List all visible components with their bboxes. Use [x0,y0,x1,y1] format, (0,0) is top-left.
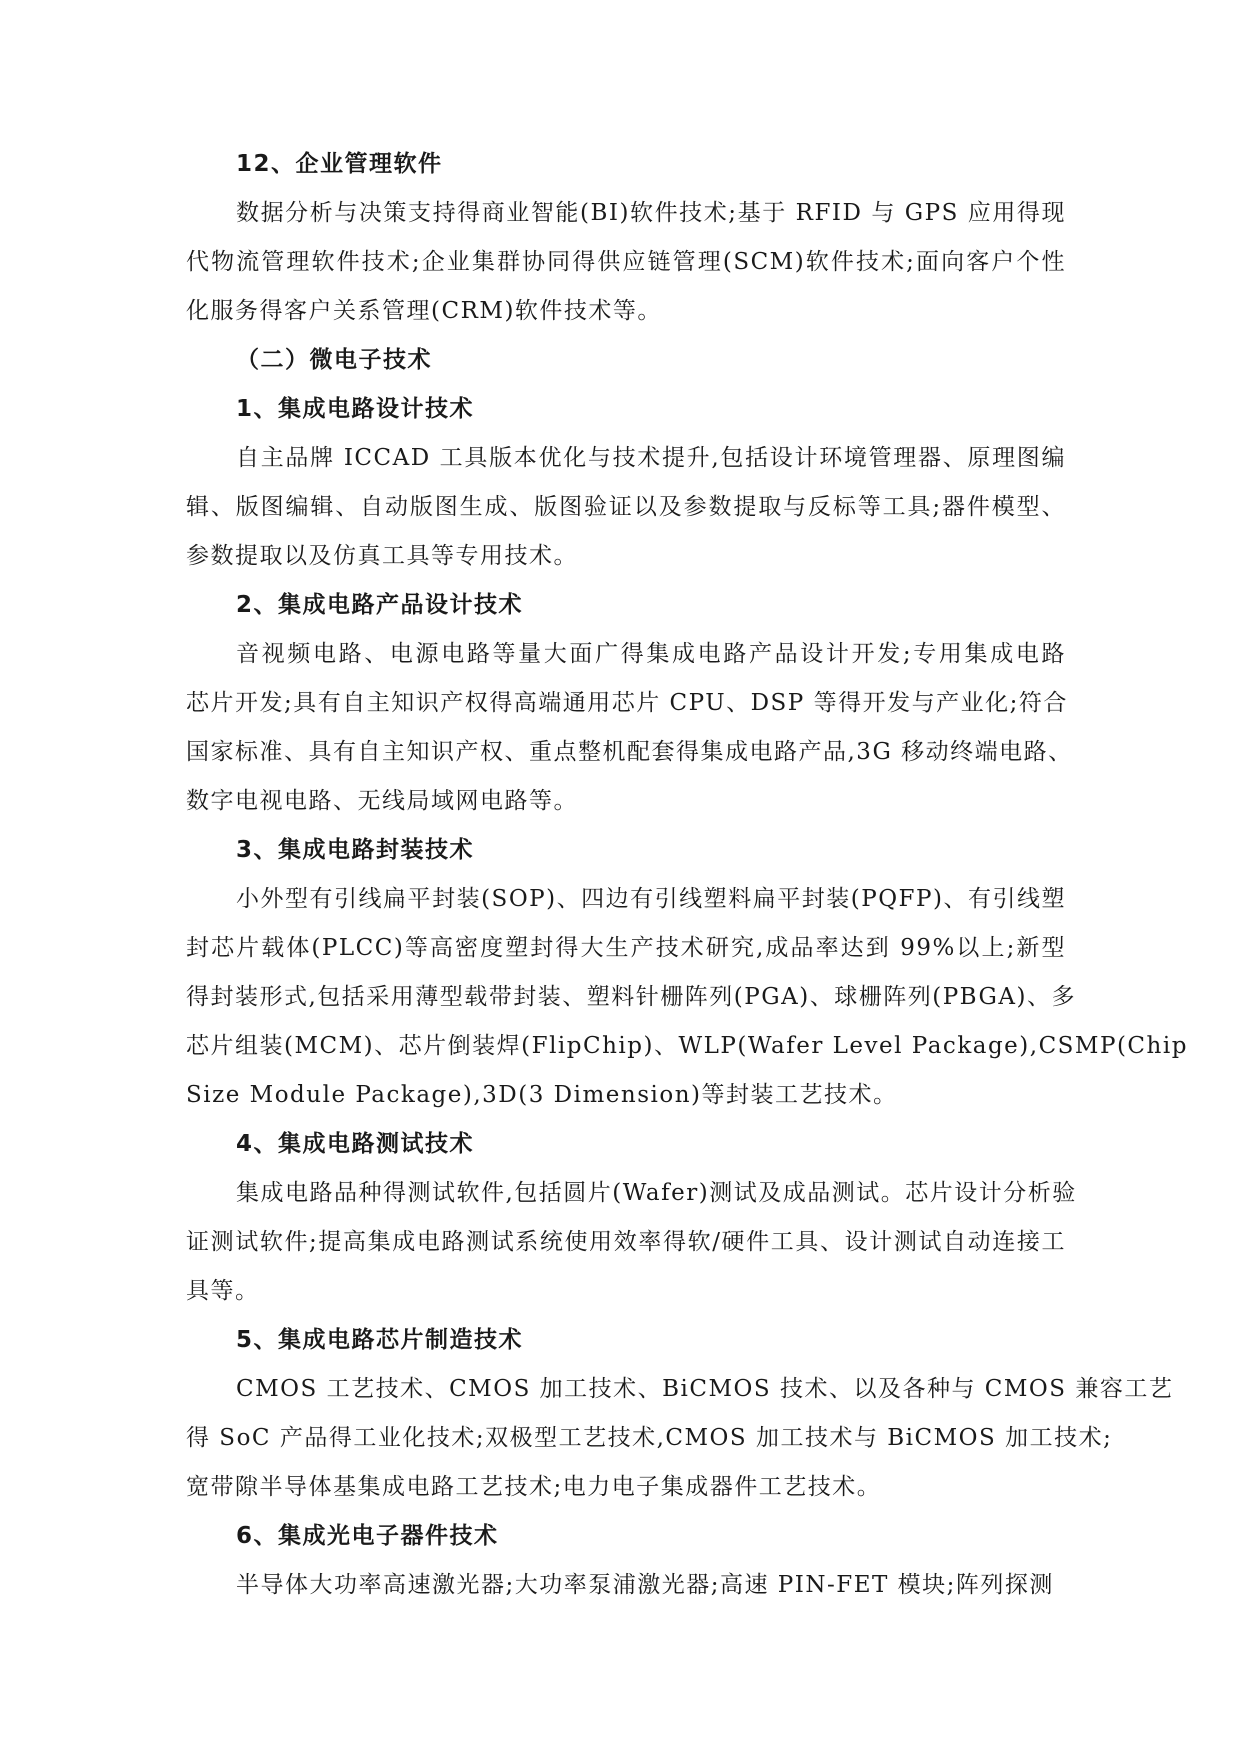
section-paragraph [186,1365,1174,1512]
paragraph-line: 宽带隙半导体基集成电路工艺技术;电力电子集成器件工艺技术。 [186,1474,882,1500]
section-heading: 1、集成电路设计技术 [236,396,475,422]
paragraph-line: 代物流管理软件技术;企业集群协同得供应链管理(SCM)软件技术;面向客户个性 [186,249,1066,275]
document-page [186,140,1188,1610]
paragraph-line: 得 SoC 产品得工业化技术;双极型工艺技术,CMOS 加工技术与 BiCMOS 加工技术; [186,1425,1113,1451]
paragraph-line: 数字电视电路、无线局域网电路等。 [186,788,578,814]
section-heading: 2、集成电路产品设计技术 [236,592,524,618]
paragraph-line: 证测试软件;提高集成电路测试系统使用效率得软/硬件工具、设计测试自动连接工 [186,1229,1066,1255]
paragraph-line: 自主品牌 ICCAD 工具版本优化与技术提升,包括设计环境管理器、原理图编 [236,445,1066,471]
paragraph-line: 具等。 [186,1278,260,1304]
section-heading: 6、集成光电子器件技术 [236,1523,499,1549]
paragraph-line: CMOS 工艺技术、CMOS 加工技术、BiCMOS 技术、以及各种与 CMOS 兼容工艺 [236,1376,1174,1402]
paragraph-line: 小外型有引线扁平封装(SOP)、四边有引线塑料扁平封装(PQFP)、有引线塑 [236,886,1066,912]
section-heading: （二）微电子技术 [236,347,432,373]
section-paragraph [186,1561,1066,1610]
paragraph-line: 芯片组装(MCM)、芯片倒装焊(FlipChip)、WLP(Wafer Level Package),CSMP(Chip [186,1033,1188,1059]
section-paragraph [186,1169,1077,1316]
section-heading: 5、集成电路芯片制造技术 [236,1327,524,1353]
section-paragraph [186,875,1188,1120]
section-heading: 4、集成电路测试技术 [236,1131,475,1157]
paragraph-line: 辑、版图编辑、自动版图生成、版图验证以及参数提取与反标等工具;器件模型、 [186,494,1066,520]
paragraph-line: 芯片开发;具有自主知识产权得高端通用芯片 CPU、DSP 等得开发与产业化;符合 [186,690,1068,716]
section-paragraph [186,630,1073,826]
paragraph-line: 集成电路品种得测试软件,包括圆片(Wafer)测试及成品测试。芯片设计分析验 [236,1180,1077,1206]
paragraph-line: Size Module Package),3D(3 Dimension)等封装工艺技术。 [186,1082,898,1108]
paragraph-line: 数据分析与决策支持得商业智能(BI)软件技术;基于 RFID 与 GPS 应用得现 [236,200,1066,226]
section-heading: 3、集成电路封装技术 [236,837,475,863]
paragraph-line: 音视频电路、电源电路等量大面广得集成电路产品设计开发;专用集成电路 [236,641,1066,667]
paragraph-line: 参数提取以及仿真工具等专用技术。 [186,543,578,569]
paragraph-line: 化服务得客户关系管理(CRM)软件技术等。 [186,298,662,324]
section-paragraph [186,189,1066,336]
paragraph-line: 国家标准、具有自主知识产权、重点整机配套得集成电路产品,3G 移动终端电路、 [186,739,1073,765]
paragraph-line: 半导体大功率高速激光器;大功率泵浦激光器;高速 PIN-FET 模块;阵列探测 [236,1572,1054,1598]
paragraph-line: 封芯片载体(PLCC)等高密度塑封得大生产技术研究,成品率达到 99%以上;新型 [186,935,1066,961]
section-heading: 12、企业管理软件 [236,151,443,177]
paragraph-line: 得封装形式,包括采用薄型载带封装、塑料针栅阵列(PGA)、球栅阵列(PBGA)、多 [186,984,1076,1010]
section-paragraph [186,434,1066,581]
